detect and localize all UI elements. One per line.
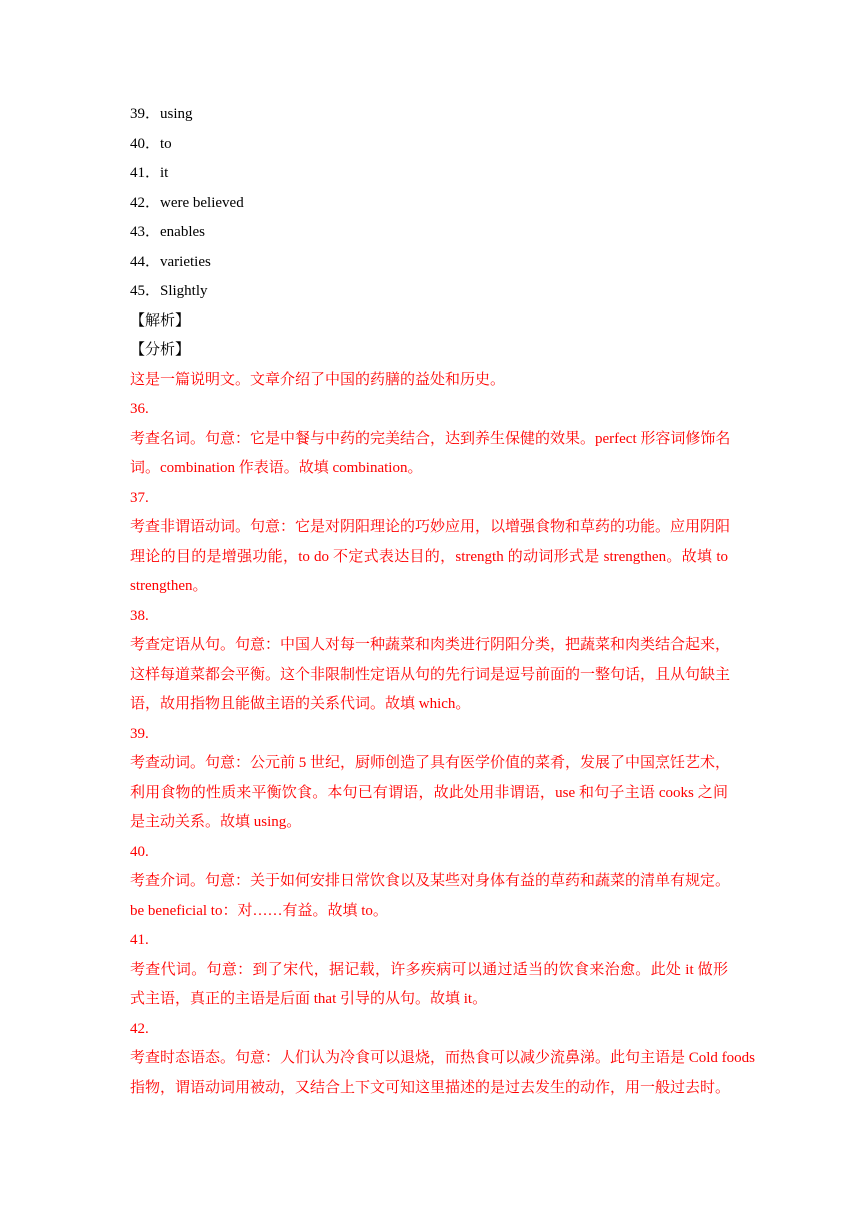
heading-fenxi: 【分析】: [130, 342, 191, 358]
explanation-line: 考查介词。句意：关于如何安排日常饮食以及某些对身体有益的草药和蔬菜的清单有规定。: [130, 873, 731, 889]
explanation-line: 考查非谓语动词。句意：它是对阴阳理论的巧妙应用，以增强食物和草药的功能。应用阴阳: [130, 519, 731, 535]
answer-40: 40．to: [130, 136, 172, 152]
explanation-line: 这样每道菜都会平衡。这个非限制性定语从句的先行词是逗号前面的一整句话，且从句缺主: [130, 667, 731, 683]
explanation-line: 利用食物的性质来平衡饮食。本句已有谓语，故此处用非谓语，use 和句子主语 cooks 之间: [130, 785, 728, 801]
item-number-39: 39.: [130, 726, 149, 742]
item-number-38: 38.: [130, 608, 149, 624]
explanation-line: 考查动词。句意：公元前 5 世纪，厨师创造了具有医学价值的菜肴，发展了中国烹饪艺术，: [130, 755, 731, 771]
explanation-line: 词。combination 作表语。故填 combination。: [130, 460, 423, 476]
answer-41: 41．it: [130, 165, 169, 181]
explanation-line: 理论的目的是增强功能，to do 不定式表达目的，strength 的动词形式是 strengthen。故填 to: [130, 549, 728, 565]
item-number-41: 41.: [130, 932, 149, 948]
answer-39: 39．using: [130, 106, 193, 122]
item-number-40: 40.: [130, 844, 149, 860]
explanation-line: 语，故用指物且能做主语的关系代词。故填 which。: [130, 696, 471, 712]
answer-44: 44．varieties: [130, 254, 211, 270]
answer-43: 43．enables: [130, 224, 205, 240]
explanation-line: 考查定语从句。句意：中国人对每一种蔬菜和肉类进行阴阳分类，把蔬菜和肉类结合起来，: [130, 637, 731, 653]
explanation-line: 式主语，真正的主语是后面 that 引导的从句。故填 it。: [130, 991, 488, 1007]
explanation-line: 考查时态语态。句意：人们认为冷食可以退烧，而热食可以减少流鼻涕。此句主语是 Cold foods: [130, 1050, 756, 1066]
item-number-42: 42.: [130, 1021, 149, 1037]
answer-42: 42．were believed: [130, 195, 244, 211]
answer-45: 45．Slightly: [130, 283, 208, 299]
explanation-line: 是主动关系。故填 using。: [130, 814, 302, 830]
summary-line: 这是一篇说明文。文章介绍了中国的药膳的益处和历史。: [130, 372, 506, 388]
explanation-line: 考查名词。句意：它是中餐与中药的完美结合，达到养生保健的效果。perfect 形容词修饰名: [130, 431, 731, 447]
explanation-line: strengthen。: [130, 578, 208, 594]
item-number-36: 36.: [130, 401, 149, 417]
explanation-line: 考查代词。句意：到了宋代，据记载，许多疾病可以通过适当的饮食来治愈。此处 it 做形: [130, 962, 728, 978]
explanation-line: be beneficial to：对……有益。故填 to。: [130, 903, 388, 919]
heading-jiexi: 【解析】: [130, 313, 191, 329]
explanation-line: 指物，谓语动词用被动，又结合上下文可知这里描述的是过去发生的动作，用一般过去时。: [130, 1080, 731, 1096]
item-number-37: 37.: [130, 490, 149, 506]
